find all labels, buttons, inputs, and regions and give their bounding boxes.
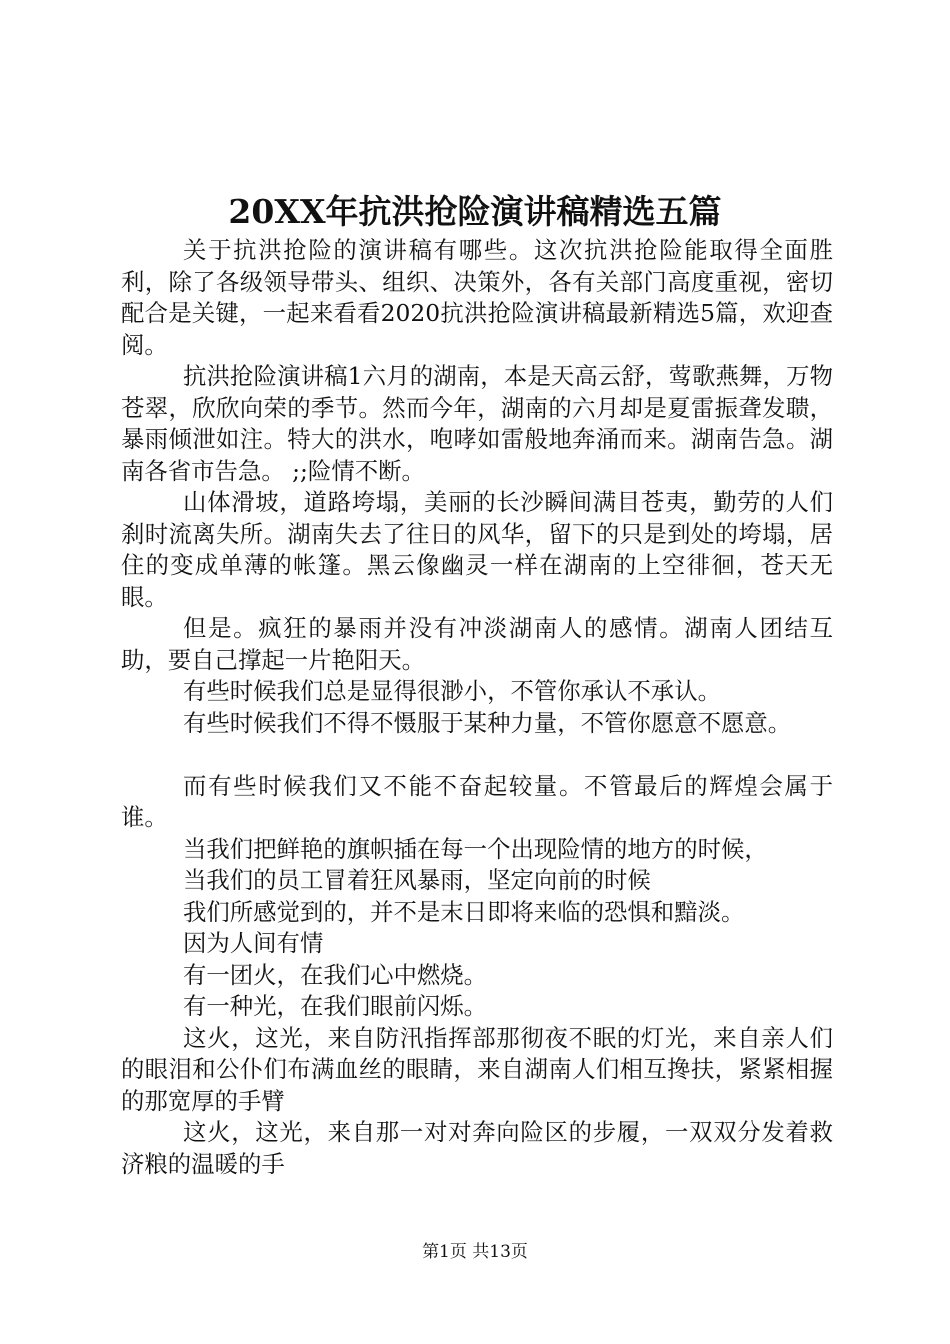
- paragraph-speech-1-opening: 抗洪抢险演讲稿1六月的湖南，本是天高云舒，莺歌燕舞，万物苍翠，欣欣向荣的季节。然而今年，湖南的六月却是夏雷振聋发聩，暴雨倾泄如注。特大的洪水，咆哮如雷般地奔涌而来。湖南告急。湖南各省市告急。 ;;险情不断。: [121, 362, 833, 485]
- paragraph-sometimes-fight: 而有些时候我们又不能不奋起较量。不管最后的辉煌会属于谁。: [121, 771, 833, 831]
- paragraph-fire: 有一团火，在我们心中燃烧。: [183, 960, 488, 989]
- paragraph-intro: 关于抗洪抢险的演讲稿有哪些。这次抗洪抢险能取得全面胜利，除了各级领导带头、组织、决策外，各有关部门高度重视，密切配合是关键，一起来看看2020抗洪抢险演讲稿最新精选5篇，欢迎查阅。: [121, 236, 833, 359]
- blank-line: [121, 739, 833, 771]
- paragraph-sometimes-small: 有些时候我们总是显得很渺小，不管你承认不承认。: [183, 677, 721, 705]
- paragraph-light: 有一种光，在我们眼前闪烁。: [183, 992, 488, 1020]
- paragraph-sometimes-submit: 有些时候我们不得不慑服于某种力量，不管你愿意不愿意。: [183, 708, 792, 737]
- paragraph-love: 因为人间有情: [183, 929, 324, 957]
- paragraph-fire-light-2: 这火，这光，来自那一对对奔向险区的步履，一双双分发着救济粮的温暖的手: [121, 1118, 833, 1178]
- paragraph-however: 但是。疯狂的暴雨并没有冲淡湖南人的感情。湖南人团结互助，要自己撑起一片艳阳天。: [121, 614, 833, 674]
- page-footer: 第1页 共13页: [422, 1242, 528, 1262]
- document-body: [121, 235, 833, 1180]
- document-title: 20XX年抗洪抢险演讲稿精选五篇: [228, 192, 722, 231]
- paragraph-flag: 当我们把鲜艳的旗帜插在每一个出现险情的地方的时候，: [183, 834, 768, 863]
- paragraph-landslide: 山体滑坡，道路垮塌，美丽的长沙瞬间满目苍夷，勤劳的人们刹时流离失所。湖南失去了往日的风华，留下的只是到处的垮塌，居住的变成单薄的帐篷。黑云像幽灵一样在湖南的上空徘徊，苍天无眼。: [121, 488, 833, 611]
- paragraph-storm: 当我们的员工冒着狂风暴雨，坚定向前的时候: [183, 866, 651, 894]
- paragraph-feeling: 我们所感觉到的，并不是末日即将来临的恐惧和黯淡。: [183, 897, 745, 926]
- paragraph-fire-light-1: 这火，这光，来自防汛指挥部那彻夜不眠的灯光，来自亲人们的眼泪和公仆们布满血丝的眼睛，来自湖南人们相互搀扶，紧紧相握的那宽厚的手臂: [121, 1023, 833, 1115]
